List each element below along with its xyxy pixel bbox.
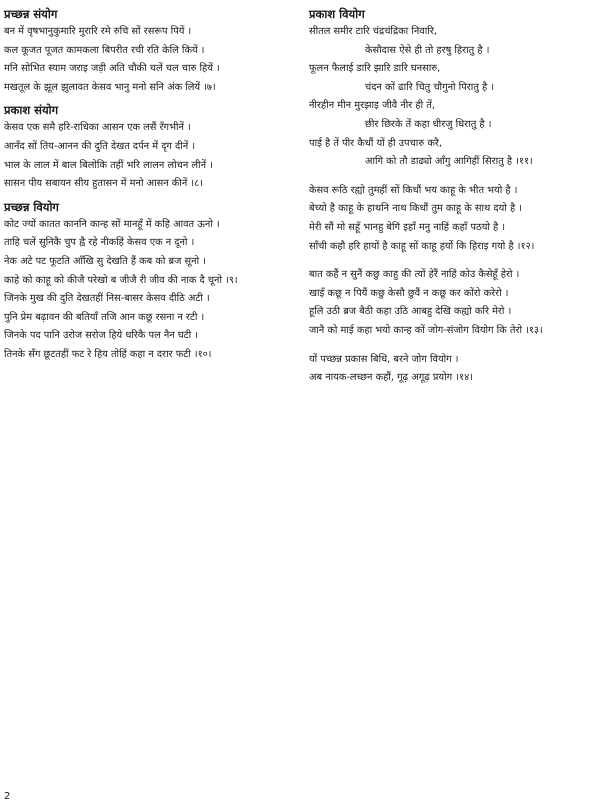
verse-line: जिनके मुख की दुति देखतहीं निस-बासर केसव दीठि अटी । <box>4 293 210 305</box>
right-column <box>309 6 597 388</box>
verse-line: भाल के लाल में बाल बिलोकि तहीं भरि लालन लोचन लीनें । <box>4 159 213 171</box>
verse-line: हूलि उठी ब्रज बैठी कहा उठि आबहु देखि कह्यो करि मेरो । <box>309 306 512 318</box>
verse-line: फूलन फैलाई डारि झारि डारि घनसारु, <box>309 63 441 75</box>
verse-line: सीतल समीर टारि चंद्रचंद्रिका निवारि, <box>309 26 437 37</box>
section-heading: प्रच्छन्न वियोग <box>4 199 59 214</box>
section-prachchhanna-viyog <box>4 199 296 365</box>
verse-line: जानै को माई कहा भयो कान्ह कों जोग-संजोग वियोग कि तेरो ।१३। <box>309 324 543 336</box>
verse-line: पाई है तें पीर कैधौं यों ही उपचारु करै, <box>309 137 442 149</box>
section-heading: प्रच्छन्न संयोग <box>4 7 58 21</box>
verse-line: बेच्यो है काहू के हाथनि नाथ किधौं तुम काहू के साथ दयो है । <box>309 203 522 215</box>
verse-line: आगि को तौ डाढ्यो आँगु आगिहीं सिरातु है ।११। <box>365 156 533 168</box>
verse-line: साँची कहौ हरि हायों है काहू सों काहू हर्यो कि हिराइ गयो है ।१२। <box>309 240 535 252</box>
verse-line: जिनके पद पानि उरोज सरोज हिये धरिकै पल नैन घटी । <box>4 330 198 342</box>
section-prachchhanna-sanyog <box>4 6 296 97</box>
section-prakash-sanyog <box>4 102 296 193</box>
verse-line: काहे को काहू को कीजै परेखो ब जीजै री जीव की नाक दै चूनो ।९। <box>4 274 238 286</box>
verse-line: बात कहैं न सुनैं कछु काहु की त्यों हेरैं नाहिं कोउ कैसेहूँ हेरो । <box>309 269 520 281</box>
verse-line: नेक अटे पट फूटति आँखि सु देखति हैं कब को ब्रज सूनो । <box>4 255 206 267</box>
verse-line: अब नायक-लच्छन कहौं, गूढ़ अगूढ़ प्रयोग ।१४। <box>309 372 473 384</box>
verse-line: छीर छिरके तें कहा धीरजु धिरातु है । <box>365 118 492 130</box>
section-heading: प्रकाश वियोग <box>309 7 365 21</box>
verse-line: केसव रूठि रह्यो तुमहीं सों किधौं भय काहू के भीत भयो है । <box>309 184 518 196</box>
verse-line: केसौदास ऐसे ही तो हरषु हिरातु है । <box>365 44 490 56</box>
verse-line: खाइँ कछू न पियैं कछु केसौ छुवैं न कछू कर कोंरो करेरो । <box>309 287 509 299</box>
verse-line: बन में वृषभानुकुमारि मुरारि रमे रुचि सों रसरूप पियें । <box>4 26 192 37</box>
verse-line: तिनके सँग छूटतहीं फट रे हिय तोहिं कहा न दरार फटी ।१०। <box>4 348 212 360</box>
section-prakash-viyog <box>309 6 597 388</box>
verse-line: मखतूल के झूल झुलावत केसव भानु मनो सनि अंक लियें ।७। <box>4 81 216 93</box>
verse-line: ताहि चलें सुनिकै चुप ह्वै रहे नीकहिं केसव एक न दूनो । <box>4 237 195 249</box>
page-number: 2 <box>4 791 11 802</box>
verse-line: मेरी सौं मो सहूँ भानहु बेगि इहाँ मनु नाहिं कहाँ पठयो है । <box>309 221 506 233</box>
verse-line: नीरहीन मीन मुरझाइ जीवै नीर ही तें, <box>309 100 435 112</box>
verse-line: चंदन कों ढारि चितु चौगुनो पिरातु है । <box>365 81 495 93</box>
verse-line: केसव एक समै हरि-राधिका आसन एक लसैं रँगभीनें । <box>4 122 191 134</box>
left-column <box>4 6 296 365</box>
verse-line: कोट ज्यों कातत काननि कान्ह सों मानहूँ में कहि आवत ऊनो । <box>4 218 220 230</box>
section-heading: प्रकाश संयोग <box>4 103 59 118</box>
verse-line: आनँद सों तिय-आनन की दुति देखत दर्पन में दृग दीनें । <box>4 140 196 152</box>
verse-line: मनि सोभित स्याम जराइ जड़ी अति चौकी चलें चल चारु हियें । <box>4 63 220 75</box>
verse-line: पुनि प्रेम बढ़ावन की बतियाँ तजि आन कछू रसना न रटी । <box>4 311 205 323</box>
verse-line: सासन पीय सबायन सीय हुतासन में मनो आसन कीनें ।८। <box>4 178 203 190</box>
verse-line: कल कूजत पूजत कामकला बिपरीत रची रति केलि कियें । <box>4 44 205 56</box>
verse-line: यों पच्छन्न प्रकास बिधि, बरने जोग वियोग । <box>309 353 459 365</box>
